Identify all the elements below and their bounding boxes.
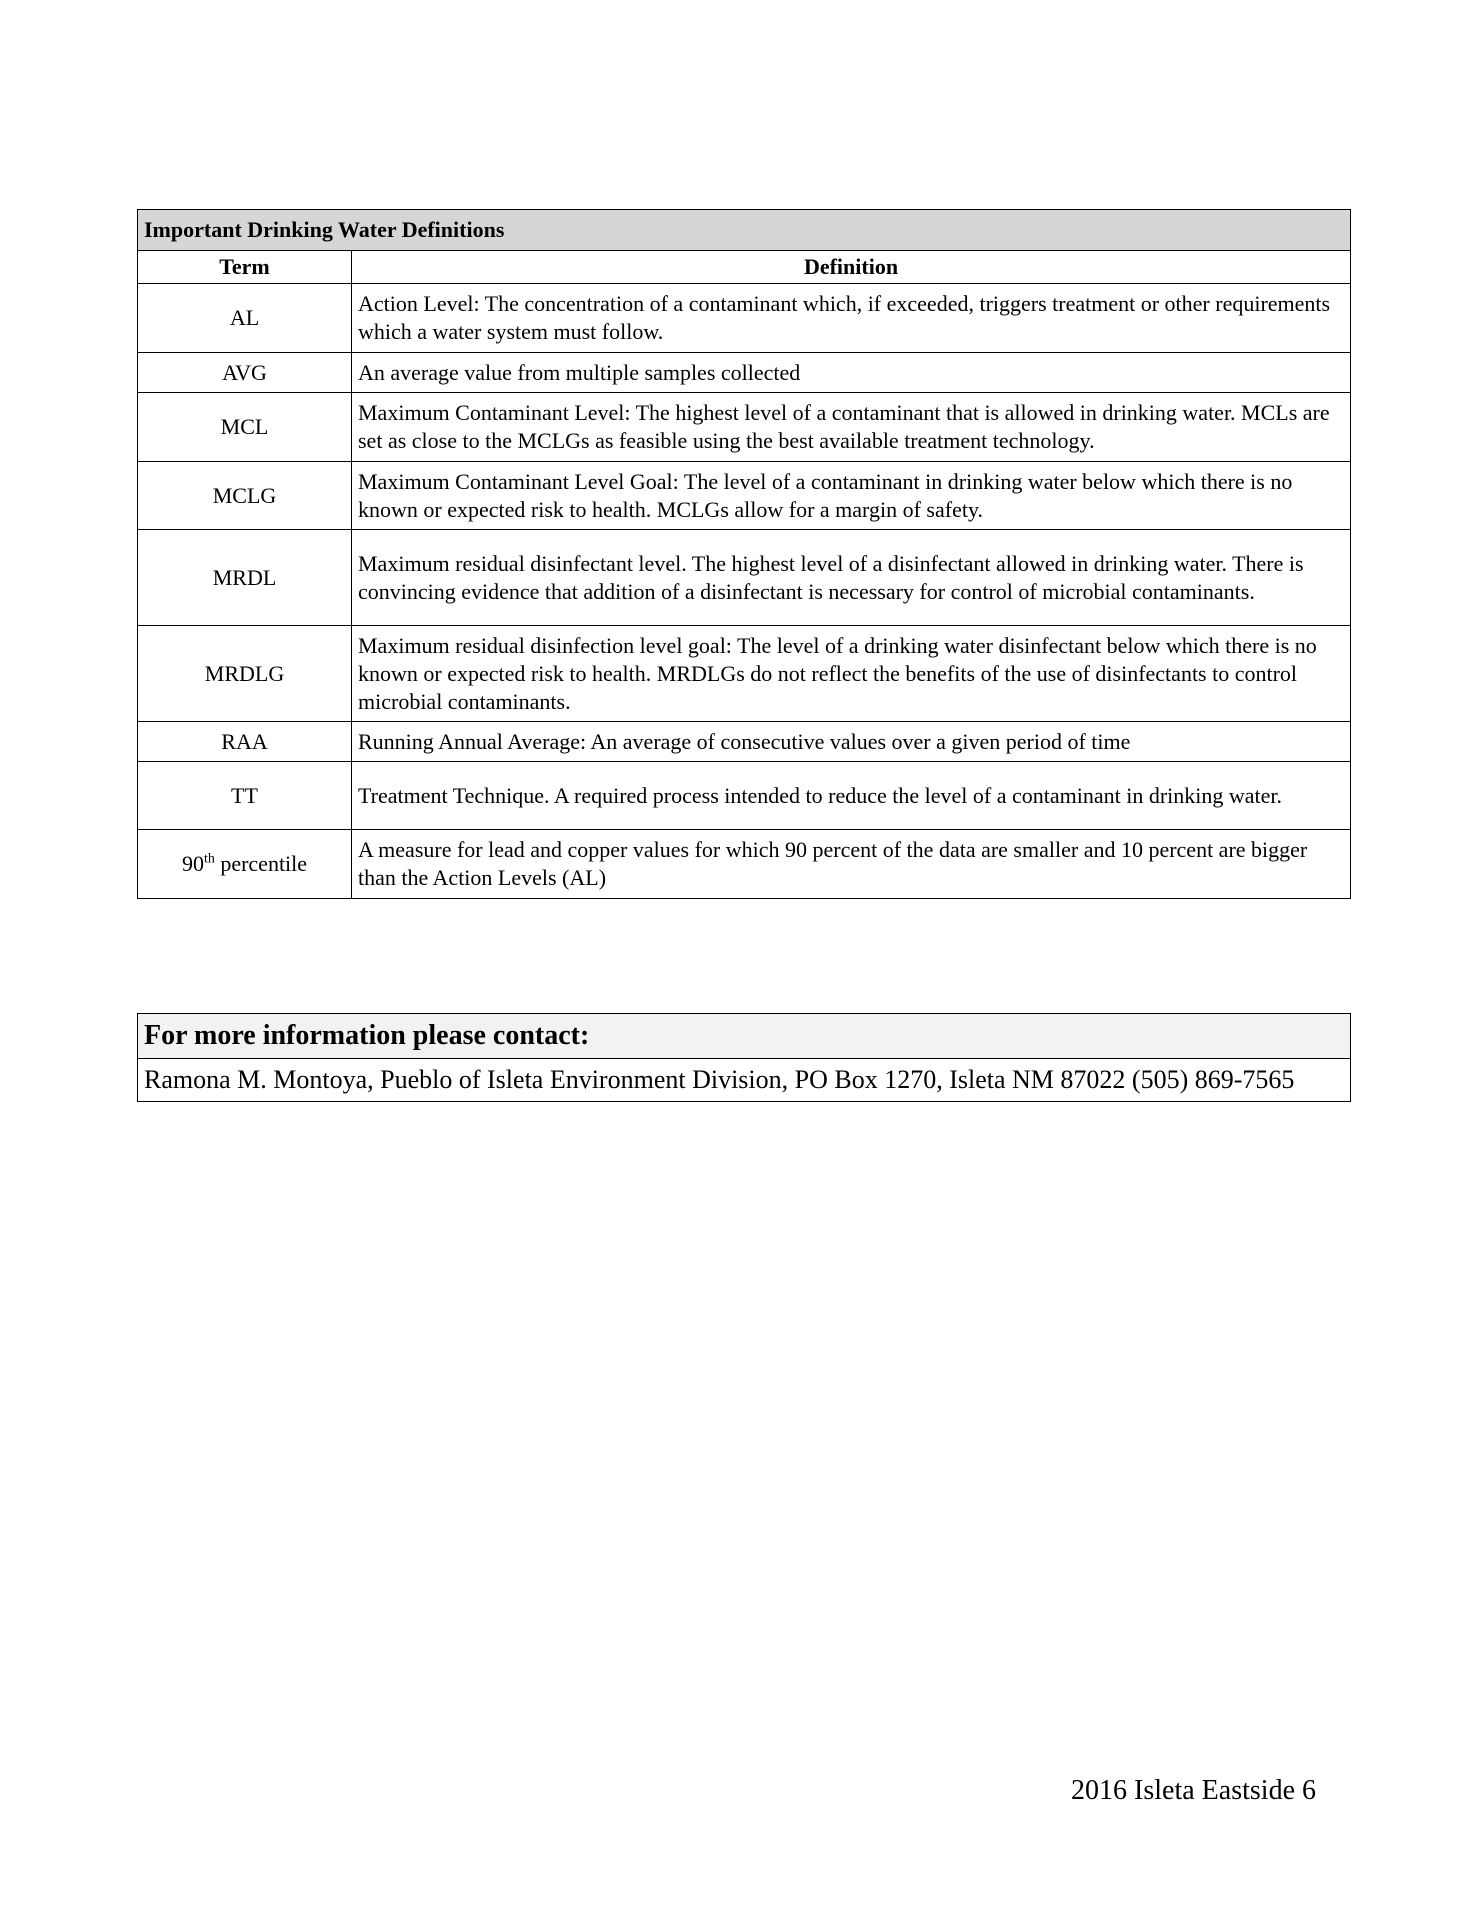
- definition-cell: Maximum residual disinfectant level. The highest level of a disinfectant allowed in drinking water. There is convincing evidence that addition of a disinfectant is necessary for control of microbial contaminants.: [352, 530, 1351, 626]
- term-number: 90: [181, 851, 204, 876]
- term-cell: AVG: [138, 353, 352, 393]
- table-title: Important Drinking Water Definitions: [138, 210, 1351, 251]
- contact-title: For more information please contact:: [138, 1014, 1351, 1059]
- term-word: percentile: [214, 851, 308, 876]
- contact-box: [137, 1013, 1351, 1102]
- table-row: [138, 830, 1351, 899]
- page-footer: 2016 Isleta Eastside 6: [1071, 1775, 1316, 1806]
- term-cell: [138, 830, 352, 899]
- column-header-term: Term: [138, 251, 352, 284]
- term-cell: MCLG: [138, 462, 352, 530]
- term-cell: MRDLG: [138, 626, 352, 722]
- table-row: [138, 284, 1351, 353]
- table-row: [138, 722, 1351, 762]
- table-row: [138, 626, 1351, 722]
- term-cell: MCL: [138, 393, 352, 462]
- term-cell: RAA: [138, 722, 352, 762]
- table-header-row: [138, 251, 1351, 284]
- definition-cell: Action Level: The concentration of a contaminant which, if exceeded, triggers treatment or other requirements which a water system must follow.: [352, 284, 1351, 353]
- term-ordinal-suffix: th: [203, 851, 215, 867]
- column-header-definition: Definition: [352, 251, 1351, 284]
- definition-cell: Maximum residual disinfection level goal: The level of a drinking water disinfectant below which there is no known or expected risk to health. MRDLGs do not reflect the benefits of the use of disinfectants to control microbial contaminants.: [352, 626, 1351, 722]
- definition-cell: An average value from multiple samples collected: [352, 353, 1351, 393]
- definition-cell: Treatment Technique. A required process intended to reduce the level of a contaminant in drinking water.: [352, 762, 1351, 830]
- definition-cell: Maximum Contaminant Level Goal: The level of a contaminant in drinking water below which there is no known or expected risk to health. MCLGs allow for a margin of safety.: [352, 462, 1351, 530]
- term-cell: TT: [138, 762, 352, 830]
- table-row: [138, 530, 1351, 626]
- table-row: [138, 462, 1351, 530]
- definition-cell: A measure for lead and copper values for which 90 percent of the data are smaller and 10 percent are bigger than the Action Levels (AL): [352, 830, 1351, 899]
- table-caption-row: [138, 210, 1351, 251]
- table-row: [138, 353, 1351, 393]
- term-cell: MRDL: [138, 530, 352, 626]
- definitions-table: [137, 209, 1351, 899]
- contact-details: Ramona M. Montoya, Pueblo of Isleta Environment Division, PO Box 1270, Isleta NM 87022 (505) 869-7565: [138, 1059, 1351, 1102]
- definition-cell: Maximum Contaminant Level: The highest level of a contaminant that is allowed in drinking water. MCLs are set as close to the MCLGs as feasible using the best available treatment technology.: [352, 393, 1351, 462]
- table-row: [138, 762, 1351, 830]
- definition-cell: Running Annual Average: An average of consecutive values over a given period of time: [352, 722, 1351, 762]
- table-row: [138, 393, 1351, 462]
- term-cell: AL: [138, 284, 352, 353]
